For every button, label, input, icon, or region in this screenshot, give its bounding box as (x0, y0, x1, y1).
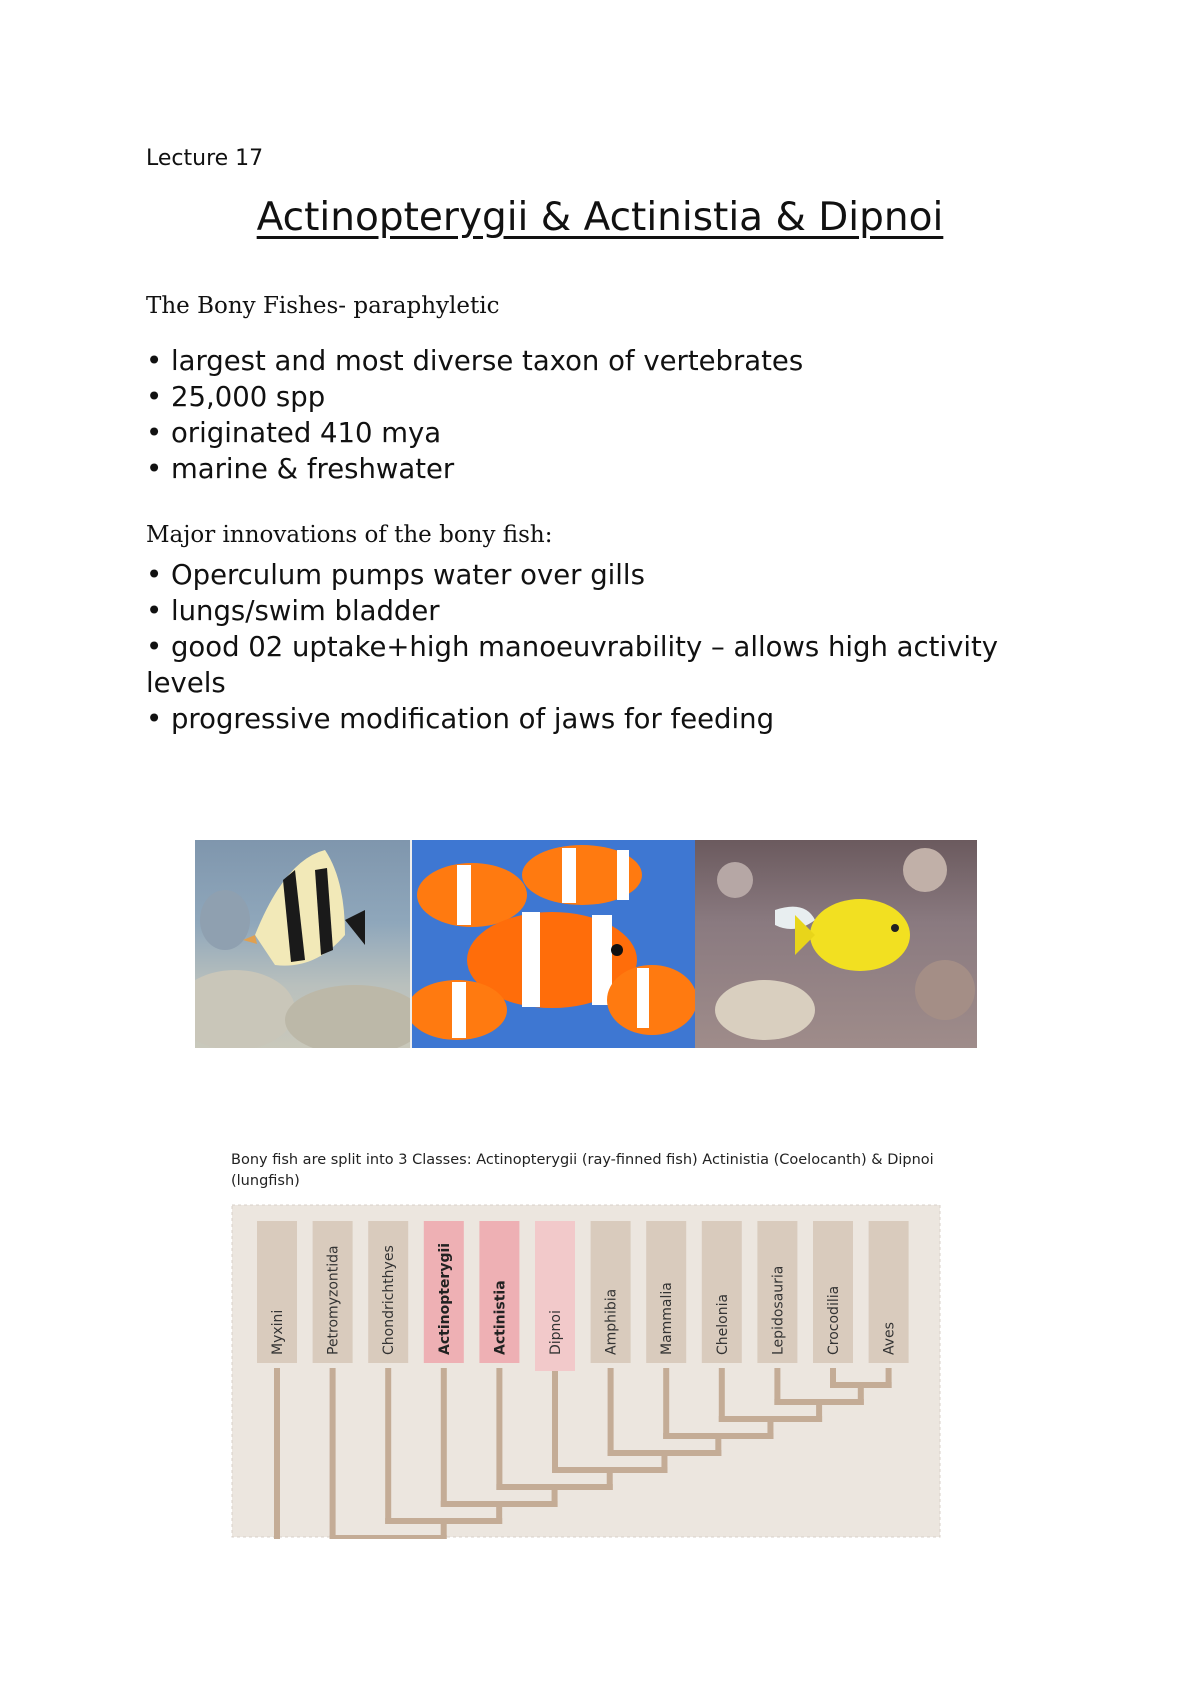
list-item: • originated 410 mya (146, 417, 442, 449)
taxon-petromyzontida (313, 1221, 353, 1363)
yellow-tang-photo (695, 840, 977, 1048)
clownfish-photo (410, 840, 695, 1048)
taxon-chondrichthyes (368, 1221, 408, 1363)
taxon-label: Lepidosauria (770, 1265, 787, 1355)
lecture-number: Lecture 17 (146, 146, 264, 171)
taxon-lepidosauria (757, 1221, 797, 1363)
section-subtitle: The Bony Fishes- paraphyletic (146, 293, 500, 319)
taxon-label: Mammalia (659, 1282, 676, 1355)
fish-photo-strip (195, 840, 977, 1048)
cladogram-diagram (230, 1203, 942, 1539)
taxon-label: Aves (881, 1322, 898, 1355)
page-title: Actinopterygii & Actinistia & Dipnoi (256, 195, 944, 240)
moorish-idol-photo (195, 840, 410, 1048)
list-item: • marine & freshwater (146, 453, 455, 485)
taxon-label: Chelonia (714, 1293, 731, 1355)
innovations-bullet-list (146, 557, 1046, 737)
taxon-dipnoi (535, 1221, 575, 1371)
taxon-amphibia (591, 1221, 631, 1363)
taxon-mammalia (646, 1221, 686, 1363)
taxon-label: Chondrichthyes (381, 1245, 398, 1355)
list-item: • Operculum pumps water over gills (146, 559, 645, 591)
list-item: • good 02 uptake+high manoeuvrability – allows high activity levels (146, 631, 999, 699)
list-item: • largest and most diverse taxon of vertebrates (146, 345, 804, 377)
list-item: • progressive modification of jaws for feeding (146, 703, 775, 735)
cladogram-caption: Bony fish are split into 3 Classes: Actinopterygii (ray-finned fish) Actinistia (Coelocanth) & Dipnoi (lungfish) (231, 1152, 934, 1189)
innovations-heading: Major innovations of the bony fish: (146, 522, 553, 548)
taxon-label: Amphibia (603, 1288, 620, 1355)
taxon-label: Crocodilia (826, 1285, 842, 1355)
taxon-actinopterygii (424, 1221, 464, 1363)
intro-bullet-list (146, 343, 803, 487)
taxon-label: Actinopterygii (436, 1242, 453, 1355)
taxon-label: Petromyzontida (325, 1245, 342, 1355)
taxon-aves (869, 1221, 909, 1363)
taxon-label: Myxini (270, 1309, 286, 1355)
list-item: • lungs/swim bladder (146, 595, 440, 627)
taxon-label: Dipnoi (548, 1310, 564, 1355)
taxon-label: Actinistia (492, 1280, 509, 1355)
taxon-actinistia (479, 1221, 519, 1363)
taxon-myxini (257, 1221, 297, 1363)
list-item: • 25,000 spp (146, 381, 326, 413)
taxon-chelonia (702, 1221, 742, 1363)
taxon-crocodilia (813, 1221, 853, 1363)
